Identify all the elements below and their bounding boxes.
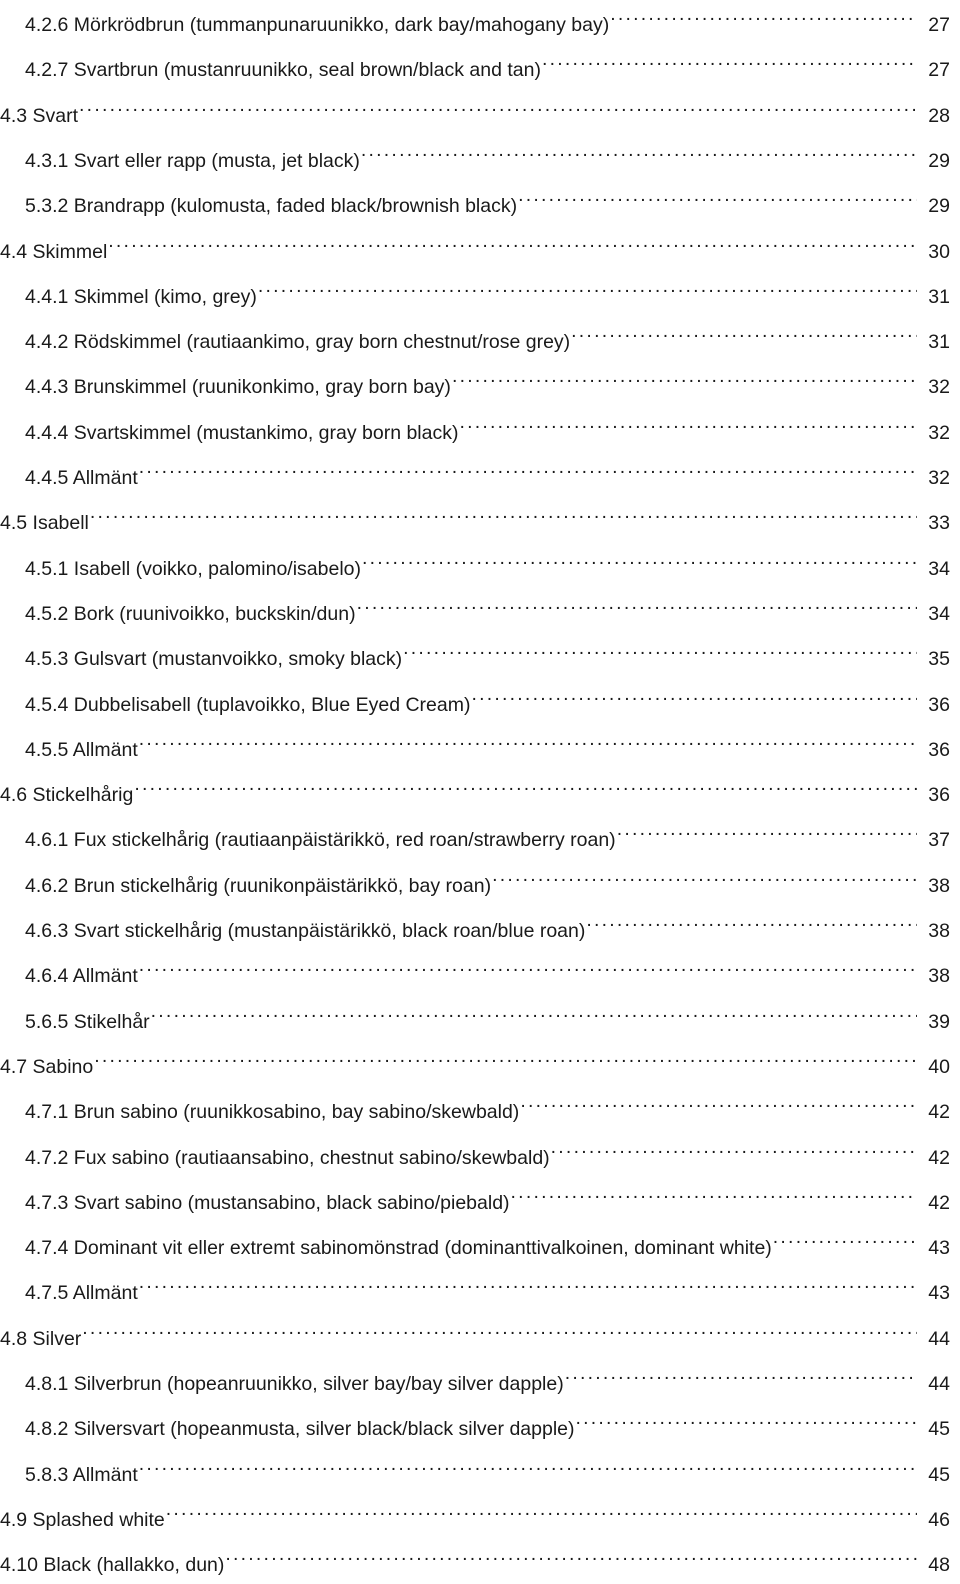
toc-entry-page-number: 42 [928, 1146, 950, 1169]
toc-entry-page-number: 29 [928, 149, 950, 172]
dot-leader [151, 994, 917, 1028]
dot-leader [108, 224, 917, 258]
toc-entry-label: 4.6.4 Allmänt [25, 965, 138, 988]
toc-entry[interactable] [0, 1492, 950, 1531]
toc-entry[interactable] [25, 178, 950, 218]
toc-entry-page-number: 27 [928, 14, 950, 36]
toc-entry-label: 4.3 Svart [0, 104, 79, 127]
toc-entry-page-number: 43 [928, 1237, 950, 1260]
toc-entry[interactable] [25, 1447, 950, 1486]
toc-entry[interactable] [25, 1401, 950, 1441]
toc-entry[interactable] [25, 359, 950, 399]
toc-entry-page-number: 28 [928, 104, 950, 127]
toc-entry-page-number: 29 [928, 195, 950, 218]
dot-leader [518, 178, 917, 212]
dot-leader [617, 812, 917, 846]
toc-entry-page-number: 30 [928, 240, 950, 263]
dot-leader [82, 1311, 917, 1345]
dot-leader [565, 1356, 917, 1390]
toc-entry-page-number: 48 [928, 1554, 950, 1577]
toc-entry[interactable] [25, 541, 950, 580]
toc-entry-label: 4.6.1 Fux stickelhårig (rautiaanpäistärikkö, red roan/strawberry roan) [25, 829, 616, 852]
toc-entry[interactable] [0, 1537, 950, 1577]
dot-leader [610, 0, 917, 31]
toc-entry[interactable] [25, 1220, 950, 1260]
toc-entry[interactable] [25, 722, 950, 761]
dot-leader [90, 495, 917, 529]
dot-leader [361, 133, 917, 167]
toc-entry[interactable] [25, 631, 950, 671]
dot-leader [576, 1401, 918, 1435]
toc-entry[interactable] [25, 1356, 950, 1395]
dot-leader [511, 1175, 917, 1209]
toc-entry[interactable] [0, 495, 950, 535]
toc-entry[interactable] [25, 269, 950, 308]
toc-entry-page-number: 36 [928, 784, 950, 807]
toc-entry-page-number: 32 [928, 376, 950, 399]
dot-leader [357, 586, 917, 620]
toc-entry[interactable] [0, 1039, 950, 1078]
dot-leader [79, 88, 917, 122]
toc-entry[interactable] [25, 405, 950, 444]
toc-entry-label: 4.7.4 Dominant vit eller extremt sabinomönstrad (dominanttivalkoinen, dominant white) [25, 1237, 772, 1260]
toc-entry-page-number: 33 [928, 512, 950, 535]
toc-entry-label: 4.10 Black (hallakko, dun) [0, 1554, 225, 1577]
dot-leader [492, 858, 917, 892]
toc-entry-page-number: 42 [928, 1191, 950, 1214]
toc-entry-label: 4.5.5 Allmänt [25, 738, 138, 761]
toc-entry-label: 4.4.4 Svartskimmel (mustankimo, gray born black) [25, 421, 459, 444]
toc-entry-page-number: 38 [928, 965, 950, 988]
toc-entry-page-number: 38 [928, 920, 950, 942]
toc-entry-label: 4.7.3 Svart sabino (mustansabino, black sabino/piebald) [25, 1191, 510, 1214]
toc-entry[interactable] [25, 948, 950, 988]
toc-entry-label: 4.6.2 Brun stickelhårig (ruunikonpäistärikkö, bay roan) [25, 874, 492, 897]
dot-leader [139, 722, 917, 756]
toc-entry[interactable] [25, 1175, 950, 1214]
toc-entry[interactable] [25, 0, 950, 36]
toc-entry-label: 4.4.1 Skimmel (kimo, grey) [25, 285, 257, 308]
toc-entry-label: 4.7.5 Allmänt [25, 1282, 138, 1305]
toc-entry-page-number: 35 [928, 648, 950, 671]
toc-entry-label: 4.5.4 Dubbelisabell (tuplavoikko, Blue Eyed Cream) [25, 693, 471, 716]
toc-entry-label: 5.6.5 Stikelhår [25, 1010, 150, 1033]
toc-entry-label: 4.2.6 Mörkrödbrun (tummanpunaruunikko, dark bay/mahogany bay) [25, 14, 610, 36]
toc-entry-label: 4.8.2 Silversvart (hopeanmusta, silver black/black silver dapple) [25, 1418, 575, 1441]
dot-leader [403, 631, 917, 665]
dot-leader [166, 1492, 917, 1526]
toc-entry-page-number: 42 [928, 1101, 950, 1124]
toc-entry-page-number: 31 [928, 285, 950, 308]
toc-entry-label: 4.7.2 Fux sabino (rautiaansabino, chestnut sabino/skewbald) [25, 1146, 550, 1169]
toc-entry[interactable] [25, 677, 950, 716]
dot-leader [139, 450, 917, 484]
toc-entry-page-number: 32 [928, 421, 950, 444]
toc-entry[interactable] [25, 812, 950, 852]
toc-entry-label: 4.2.7 Svartbrun (mustanruunikko, seal brown/black and tan) [25, 59, 541, 82]
dot-leader [139, 948, 917, 982]
toc-entry-page-number: 40 [928, 1055, 950, 1078]
toc-entry-page-number: 36 [928, 738, 950, 761]
dot-leader [586, 903, 917, 937]
toc-entry[interactable] [25, 314, 950, 354]
dot-leader [139, 1265, 917, 1299]
toc-entry-page-number: 27 [928, 59, 950, 82]
toc-entry-label: 4.4.5 Allmänt [25, 467, 138, 489]
toc-entry-label: 4.8 Silver [0, 1327, 82, 1350]
toc-entry-label: 4.8.1 Silverbrun (hopeanruunikko, silver bay/bay silver dapple) [25, 1373, 564, 1395]
dot-leader [542, 42, 917, 76]
toc-entry-page-number: 37 [928, 829, 950, 852]
toc-entry[interactable] [25, 1265, 950, 1305]
toc-entry-page-number: 44 [928, 1373, 950, 1395]
toc-entry-page-number: 34 [928, 557, 950, 580]
toc-entry-label: 5.3.2 Brandrapp (kulomusta, faded black/brownish black) [25, 195, 518, 218]
dot-leader [258, 269, 917, 303]
toc-entry[interactable] [25, 1084, 950, 1124]
toc-entry-page-number: 31 [928, 331, 950, 354]
toc-entry[interactable] [25, 858, 950, 897]
toc-entry[interactable] [0, 1311, 950, 1350]
toc-entry-page-number: 36 [928, 693, 950, 716]
toc-entry-page-number: 45 [928, 1418, 950, 1441]
dot-leader [139, 1447, 917, 1481]
dot-leader [773, 1220, 917, 1254]
toc-entry-page-number: 44 [928, 1327, 950, 1350]
toc-entry[interactable] [0, 88, 950, 127]
toc-entry-label: 4.5.2 Bork (ruunivoikko, buckskin/dun) [25, 602, 356, 625]
toc-entry-label: 4.4 Skimmel [0, 240, 108, 263]
toc-entry-label: 4.5 Isabell [0, 512, 89, 535]
toc-entry-page-number: 39 [928, 1010, 950, 1033]
dot-leader [362, 541, 917, 575]
toc-entry-label: 4.5.3 Gulsvart (mustanvoikko, smoky black) [25, 648, 403, 671]
dot-leader [452, 359, 917, 393]
dot-leader [520, 1084, 917, 1118]
toc-entry[interactable] [25, 450, 950, 489]
toc-entry-label: 5.8.3 Allmänt [25, 1463, 138, 1486]
toc-entry-page-number: 34 [928, 602, 950, 625]
toc-entry[interactable] [25, 1130, 950, 1169]
toc-entry[interactable] [25, 133, 950, 172]
toc-entry-label: 4.6.3 Svart stickelhårig (mustanpäistärikkö, black roan/blue roan) [25, 920, 586, 942]
toc-entry[interactable] [0, 767, 950, 807]
toc-entry-label: 4.7 Sabino [0, 1055, 94, 1078]
toc-entry-page-number: 45 [928, 1463, 950, 1486]
toc-entry[interactable] [25, 994, 950, 1033]
toc-entry[interactable] [25, 42, 950, 82]
toc-entry-page-number: 46 [928, 1508, 950, 1531]
toc-entry[interactable] [25, 586, 950, 625]
toc-entry[interactable] [0, 224, 950, 263]
dot-leader [551, 1130, 917, 1164]
toc-entry-page-number: 43 [928, 1282, 950, 1305]
dot-leader [225, 1537, 917, 1571]
toc-entry-label: 4.6 Stickelhårig [0, 784, 134, 807]
dot-leader [459, 405, 917, 439]
dot-leader [571, 314, 917, 348]
dot-leader [134, 767, 917, 801]
toc-entry-page-number: 32 [928, 467, 950, 489]
toc-entry-label: 4.5.1 Isabell (voikko, palomino/isabelo) [25, 557, 362, 580]
toc-entry-label: 4.3.1 Svart eller rapp (musta, jet black) [25, 149, 360, 172]
toc-entry[interactable] [25, 903, 950, 942]
toc-entry-label: 4.4.2 Rödskimmel (rautiaankimo, gray born chestnut/rose grey) [25, 331, 571, 354]
dot-leader [94, 1039, 917, 1073]
toc-entry-label: 4.9 Splashed white [0, 1508, 165, 1531]
toc-entry-label: 4.7.1 Brun sabino (ruunikkosabino, bay sabino/skewbald) [25, 1101, 520, 1124]
dot-leader [471, 677, 917, 711]
toc-entry-page-number: 38 [928, 874, 950, 897]
toc-entry-label: 4.4.3 Brunskimmel (ruunikonkimo, gray born bay) [25, 376, 451, 399]
